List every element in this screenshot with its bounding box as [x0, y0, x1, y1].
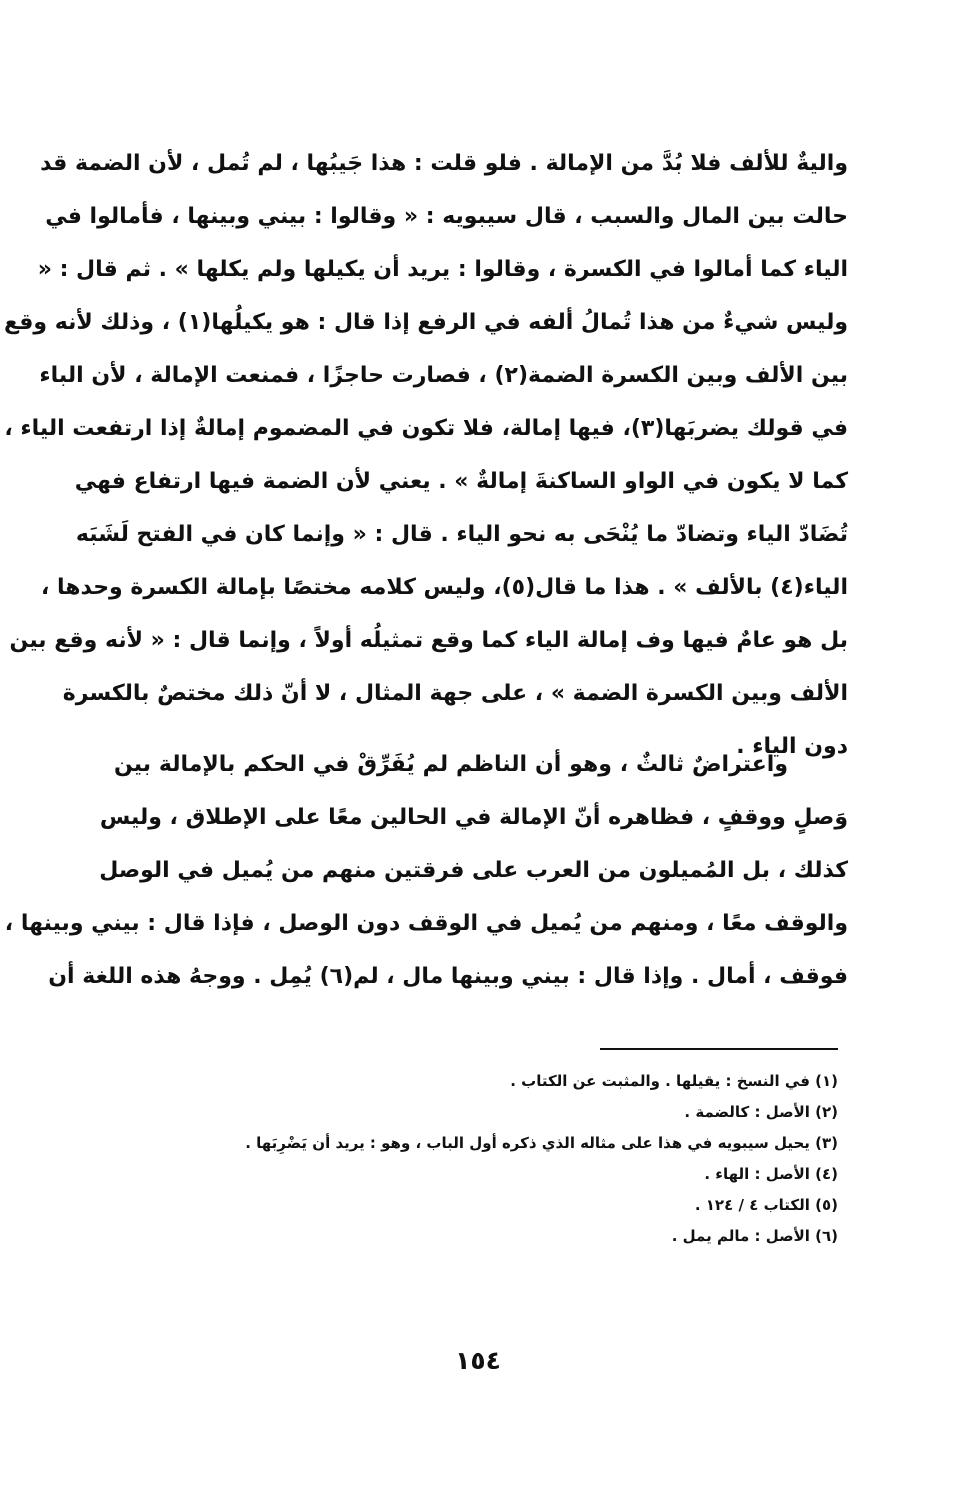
footnote-item: (١) في النسخ : يقيلها . والمثبت عن الكتاب . [510, 1072, 838, 1090]
paragraph-1 [3, 137, 848, 773]
text-line: في قولك يضربَها(٣)، فيها إمالة، فلا تكون في المضموم إمالةٌ إذا ارتفعت الياء ، [4, 416, 848, 441]
footnote-item: (٣) يحيل سيبويه في هذا على مثاله الذي ذكره أول الباب ، وهو : يريد أن يَضْرِبَها . [245, 1134, 838, 1152]
text-line: كذلك ، بل المُميلون من العرب على فرقتين منهم من يُميل في الوصل [99, 858, 848, 883]
footnote-item: (٥) الكتاب ٤ / ١٢٤ . [694, 1196, 838, 1214]
footnotes [118, 1066, 838, 1252]
text-line: الألف وبين الكسرة الضمة » ، على جهة المثال ، لا أنّ ذلك مختصٌ بالكسرة [62, 681, 848, 706]
footnote-separator [600, 1048, 838, 1050]
text-line: بين الألف وبين الكسرة الضمة(٢) ، فصارت حاجزًا ، فمنعت الإمالة ، لأن الباء [39, 363, 848, 388]
text-line: واليةٌ للألف فلا بُدَّ من الإمالة . فلو قلت : هذا جَيبُها ، لم تُمل ، لأن الضمة قد [40, 151, 848, 176]
text-line: وَصلٍ ووقفٍ ، فظاهره أنّ الإمالة في الحالين معًا على الإطلاق ، وليس [99, 805, 848, 830]
text-line: تُضَادّ الياء وتضادّ ما يُنْحَى به نحو الياء . قال : « وإنما كان في الفتح لَشَبَه [75, 522, 848, 547]
text-line: فوقف ، أمال . وإذا قال : بيني وبينها مال ، لم(٦) يُمِل . ووجهُ هذه اللغة أن [48, 964, 848, 989]
footnote-item: (٢) الأصل : كالضمة . [684, 1103, 838, 1121]
footnote-item: (٦) الأصل : مالم يمل . [671, 1227, 838, 1245]
paragraph-2 [4, 738, 848, 1003]
text-line: دون الياء . [736, 734, 848, 759]
text-line: حالت بين المال والسبب ، قال سيبويه : « وقالوا : بيني وبينها ، فأمالوا في [45, 204, 848, 229]
text-line: واعتراضٌ ثالثٌ ، وهو أن الناظم لم يُفَرِّقْ في الحكم بالإمالة بين [114, 752, 788, 777]
footnote-item: (٤) الأصل : الهاء . [704, 1165, 838, 1183]
text-line: بل هو عامٌ فيها وف إمالة الياء كما وقع تمثيلُه أولاً ، وإنما قال : « لأنه وقع بين [9, 628, 848, 653]
page-number: ١٥٤ [455, 1346, 501, 1375]
text-line: وليس شيءٌ من هذا تُمالُ ألفه في الرفع إذا قال : هو يكيلُها(١) ، وذلك لأنه وقع [3, 310, 848, 335]
text-line: الياء كما أمالوا في الكسرة ، وقالوا : يريد أن يكيلها ولم يكلها » . ثم قال : « [37, 257, 848, 282]
text-line: الياء(٤) بالألف » . هذا ما قال(٥)، وليس كلامه مختصًا بإمالة الكسرة وحدها ، [40, 575, 848, 600]
text-line: والوقف معًا ، ومنهم من يُميل في الوقف دون الوصل ، فإذا قال : بيني وبينها ، [4, 911, 848, 936]
text-line: كما لا يكون في الواو الساكنةَ إمالةٌ » . يعني لأن الضمة فيها ارتفاع فهي [74, 469, 848, 494]
